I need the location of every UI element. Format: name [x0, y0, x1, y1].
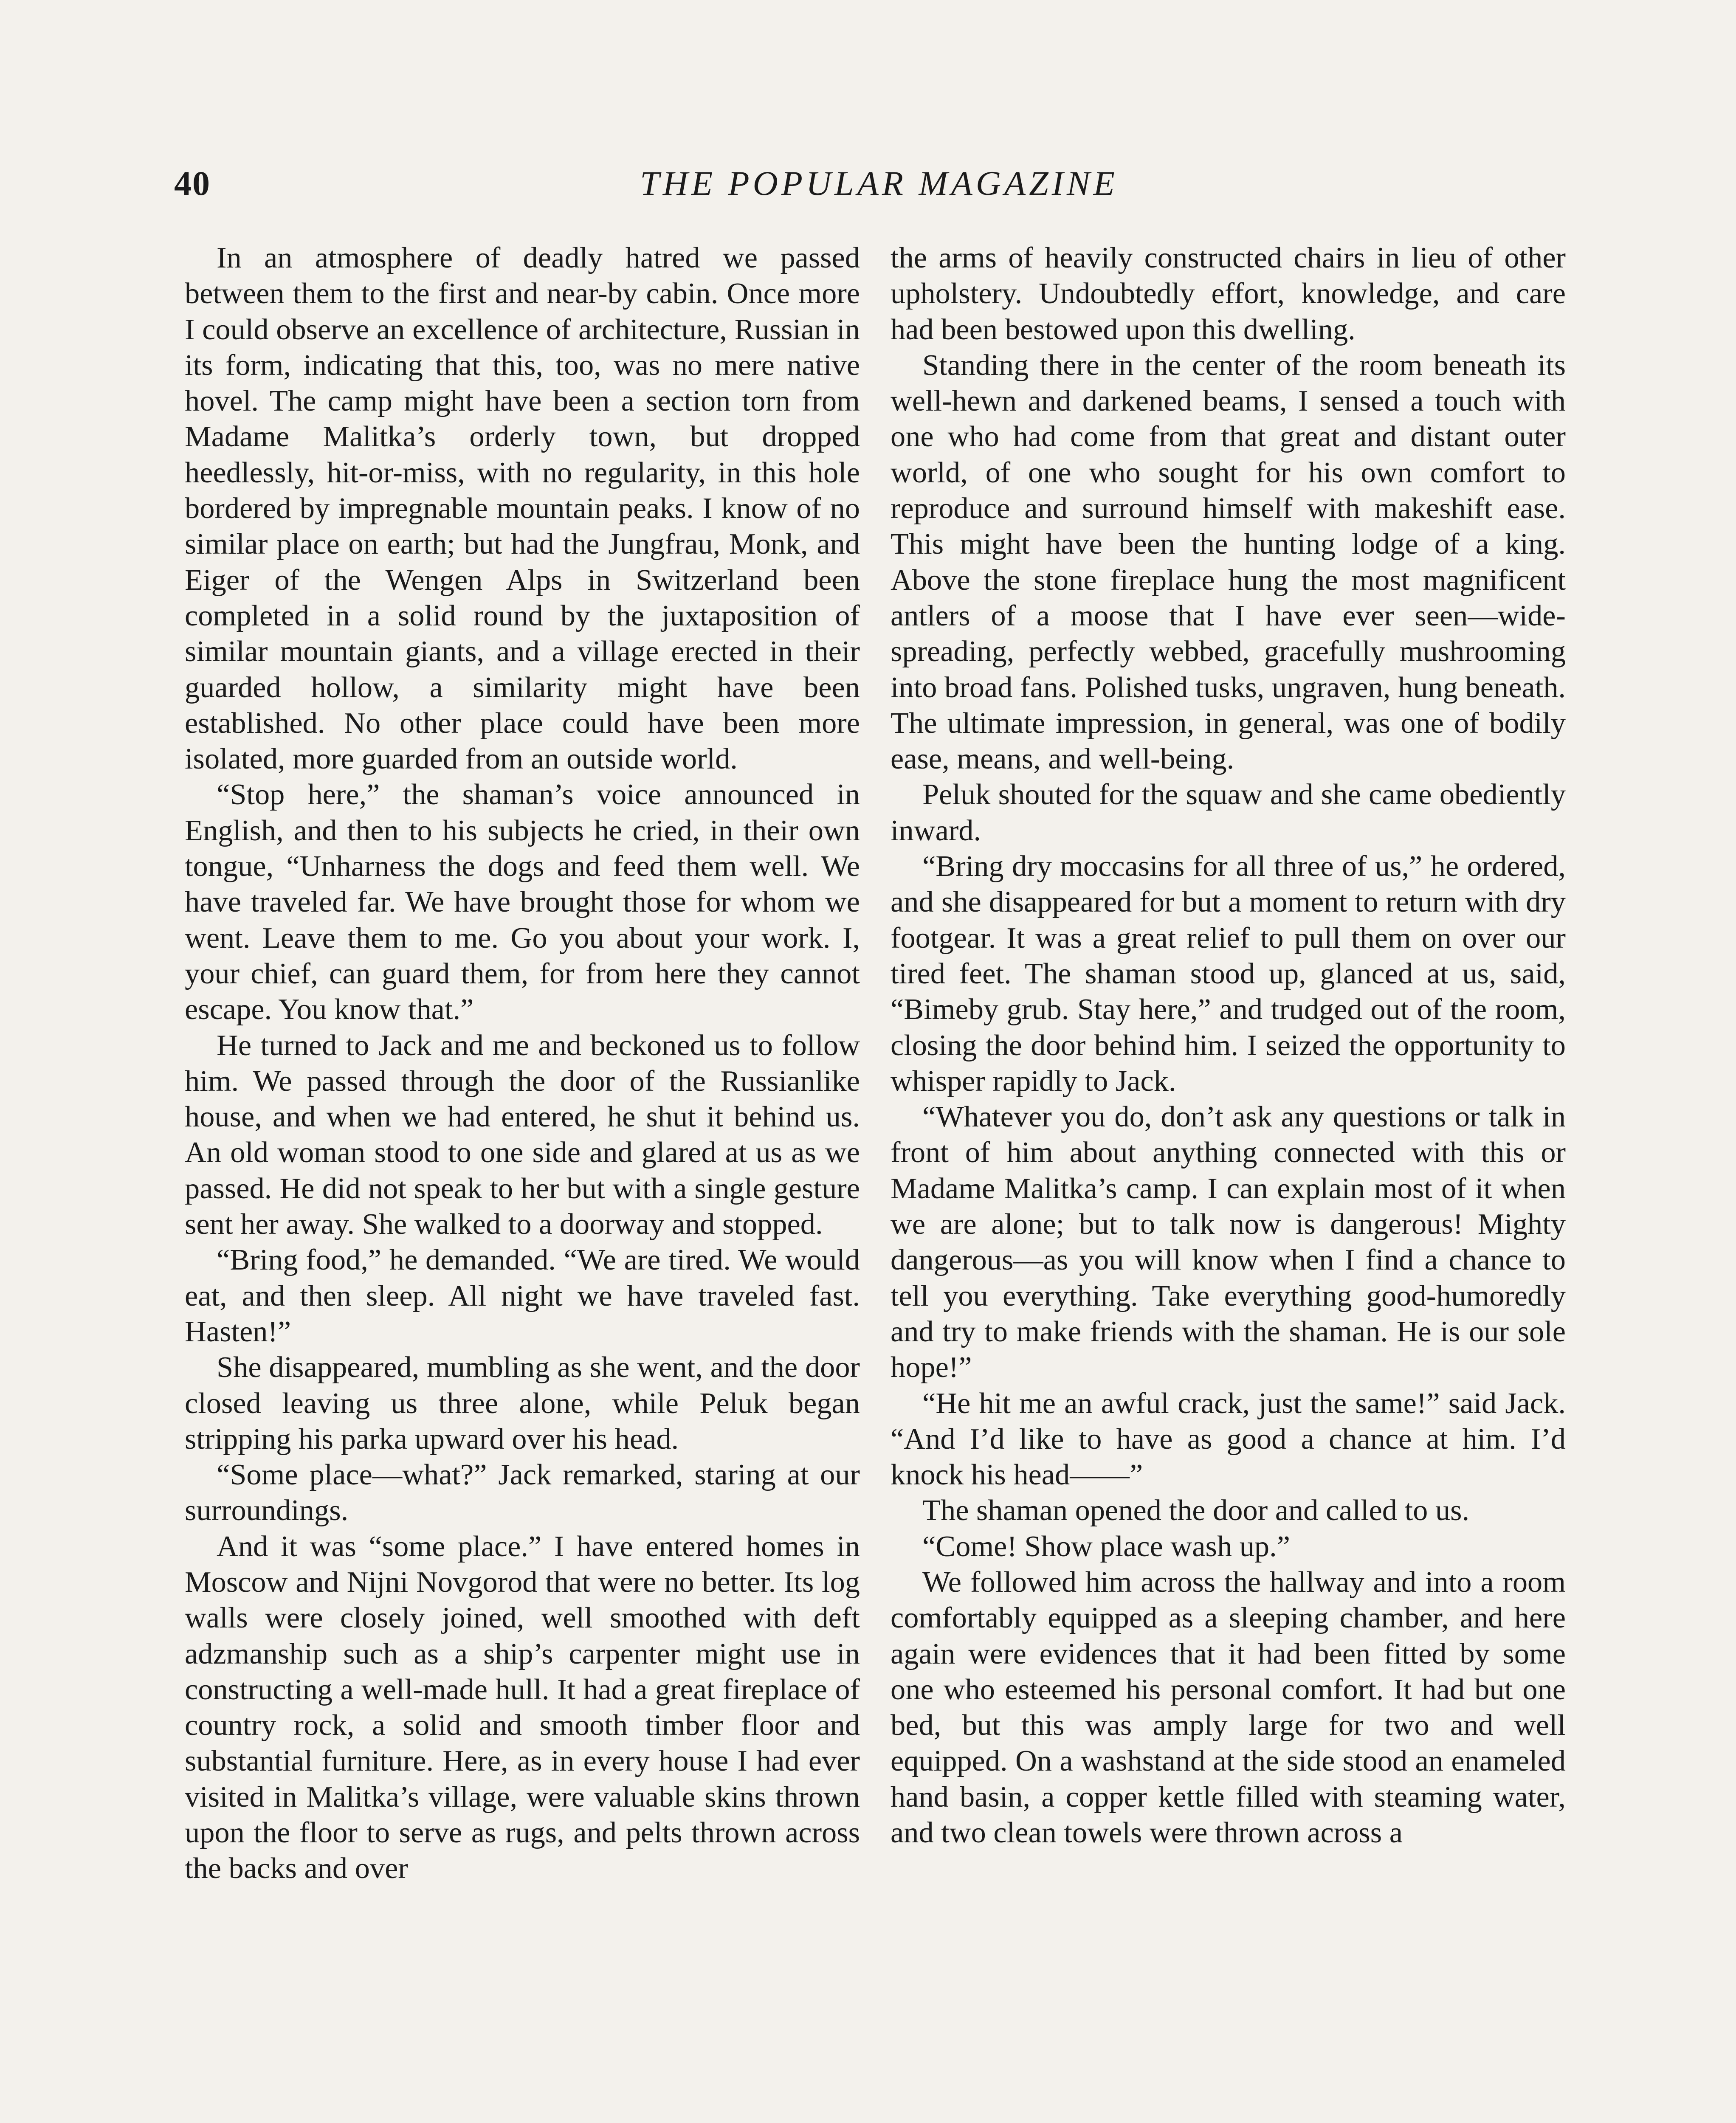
- paragraph: In an atmosphere of deadly hatred we passed between them to the first and near-by cabin. Once more I could observe an excellence of architecture, Russian in its form, indicating that this, too, was no mere native hovel. The camp might have been a section torn from Madame Malitka’s orderly town, but dropped heedlessly, hit-or-miss, with no regularity, in this hole bordered by impregnable mountain peaks. I know of no similar place on earth; but had the Jungfrau, Monk, and Eiger of the Wengen Alps in Switzerland been completed in a solid round by the juxtaposition of similar mountain giants, and a village erected in their guarded hollow, a similarity might have been established. No other place could have been more isolated, more guarded from an outside world.: [185, 241, 860, 776]
- paragraph: She disappeared, mumbling as she went, and the door closed leaving us three alone, while Peluk began stripping his parka upward over his head.: [185, 1351, 860, 1456]
- paragraph-continuation: the arms of heavily constructed chairs in lieu of other upholstery. Undoubtedly effort, knowledge, and care had been bestowed upon this dwelling.: [891, 241, 1566, 346]
- paragraph: Peluk shouted for the squaw and she came obediently inward.: [891, 778, 1566, 847]
- paragraph: “He hit me an awful crack, just the same!” said Jack. “And I’d like to have as good a chance at him. I’d knock his head——”: [891, 1386, 1566, 1492]
- paragraph: “Bring food,” he demanded. “We are tired. We would eat, and then sleep. All night we have traveled fast. Hasten!”: [185, 1243, 860, 1348]
- paragraph: Standing there in the center of the room beneath its well-hewn and darkened beams, I sensed a touch with one who had come from that great and distant outer world, of one who sought for his own comfort to reproduce and surround himself with makeshift ease. This might have been the hunting lodge of a king. Above the stone fireplace hung the most magnificent antlers of a moose that I have ever seen—wide-spreading, perfectly webbed, gracefully mushrooming into broad fans. Polished tusks, ungraven, hung beneath. The ultimate impression, in general, was one of bodily ease, means, and well-being.: [891, 348, 1566, 776]
- paragraph: “Bring dry moccasins for all three of us,” he ordered, and she disappeared for but a moment to return with dry footgear. It was a great relief to pull them on over our tired feet. The shaman stood up, glanced at us, said, “Bimeby grub. Stay here,” and trudged out of the room, closing the door behind him. I seized the opportunity to whisper rapidly to Jack.: [891, 850, 1566, 1098]
- paragraph: The shaman opened the door and called to us.: [922, 1494, 1470, 1527]
- paragraph: He turned to Jack and me and beckoned us to follow him. We passed through the door of the Russianlike house, and when we had entered, he shut it behind us. An old woman stood to one side and glared at us as we passed. He did not speak to her but with a single gesture sent her away. She walked to a doorway and stopped.: [185, 1028, 860, 1241]
- paragraph: We followed him across the hallway and into a room comfortably equipped as a sleeping chamber, and here again were evidences that it had been fitted by some one who esteemed his personal comfort. It had but one bed, but this was amply large for two and well equipped. On a washstand at the side stood an enameled hand basin, a copper kettle filled with steaming water, and two clean towels were thrown across a: [891, 1565, 1566, 1850]
- magazine-title: THE POPULAR MAGAZINE: [640, 164, 1118, 203]
- paragraph: “Some place—what?” Jack remarked, staring at our surroundings.: [185, 1458, 860, 1527]
- page-header: [174, 163, 1584, 210]
- paragraph: “Come! Show place wash up.”: [922, 1529, 1290, 1563]
- paragraph: And it was “some place.” I have entered homes in Moscow and Nijni Novgorod that were no better. Its log walls were closely joined, well smoothed with deft adzmanship such as a ship’s carpenter might use in constructing a well-made hull. It had a great fireplace of country rock, a solid and smooth timber floor and substantial furniture. Here, as in every house I had ever visited in Malitka’s village, were valuable skins thrown upon the floor to serve as rugs, and pelts thrown across the backs and over: [185, 1529, 860, 1885]
- page-number: 40: [174, 164, 211, 203]
- paragraph: “Whatever you do, don’t ask any questions or talk in front of him about anything connected with this or Madame Malitka’s camp. I can explain most of it when we are alone; but to talk now is dangerous! Mighty dangerous—as you will know when I find a chance to tell you everything. Take everything good-humoredly and try to make friends with the shaman. He is our sole hope!”: [891, 1100, 1566, 1384]
- paragraph: “Stop here,” the shaman’s voice announced in English, and then to his subjects he cried, in their own tongue, “Unharness the dogs and feed them well. We have traveled far. We have brought those for whom we went. Leave them to me. Go you about your work. I, your chief, can guard them, for from here they cannot escape. You know that.”: [185, 778, 860, 1026]
- left-column: [185, 240, 860, 1886]
- right-column: [891, 240, 1566, 1850]
